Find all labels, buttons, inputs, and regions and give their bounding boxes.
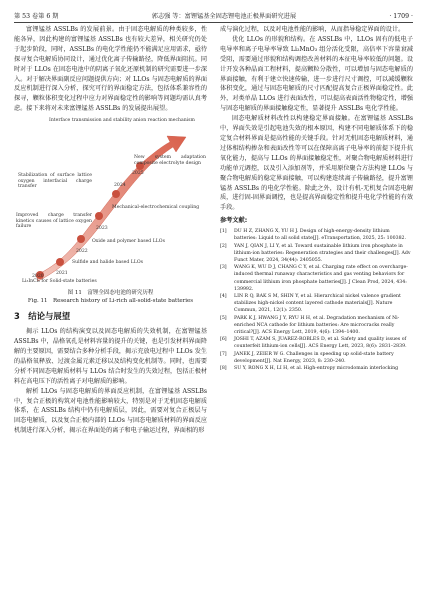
milestone-label: Sulfide and halide based LLOs xyxy=(72,260,143,266)
reference-number: [2] xyxy=(220,243,227,249)
reference-item xyxy=(220,243,413,265)
reference-number: [7] xyxy=(220,351,227,357)
milestone-year: 2024 xyxy=(114,183,126,189)
milestone-dot xyxy=(77,235,85,243)
header-page-number: · 1709 · xyxy=(389,13,413,20)
body-paragraph: 优化 LLOs 的形貌和结构。在 ASSLBs 中，LLOs 固有的低电子电导率和离子电导率导致 Li₂MnO₃ 组分活化受限，高倍率下容量衰减受阻，需要通过形貌和结构调控改善材料的本征电导率较低的问题。设计开发各种晶面工程材料，提高颗粒分散性，可以增加与固态电解质的界面接触，有利于建立快速传输，进一步进行尺寸调控，可以减缓颗粒体积变化，通过与固态电解质的尺寸匹配提高复合正极界面稳定性。此外，对类单晶 LLOs 进行表面改性，可以提高表面活性物稳定性，增强与固态电解质的界面接触稳定性，显著提升 ASSLBs 电化学性能。 xyxy=(220,35,413,113)
reference-text: SU Y, RONG X H, LI H, et al. High-entropy microdomain interlocking xyxy=(234,365,399,371)
reference-text: JOSHI T, AZAM S, JUAREZ-ROBLES D, et al. Safety and quality issues of counterfeit lithium-ion cells[J]. ACS Energy Lett, 2023, 8(6): 2831–2839. xyxy=(234,337,407,350)
reference-item xyxy=(220,365,413,372)
reference-number: [1] xyxy=(220,229,227,235)
reference-number: [4] xyxy=(220,293,227,299)
header-volume: 第 53 卷第 6 期 xyxy=(14,13,59,20)
milestone-dot xyxy=(56,258,64,266)
milestone-label: Stabilization of surface lattice oxygen interfacial charge transfer xyxy=(18,173,92,190)
header-title: 郭志强 等：富锂锰基全固态锂电池正极界面研究进展 xyxy=(151,13,297,20)
reference-item xyxy=(220,293,413,315)
figure-caption xyxy=(14,289,207,305)
reference-text: PARK K J, HWANG J Y, RYU H H, et al. Degradation mechanism of Ni-enriched NCA cathode for lithium batteries: Are microcracks really critical?[J]. ACS Energy Lett, 2019, 4(6): 1394–1400. xyxy=(234,315,400,335)
milestone-label: New system adaptation composite electrolyte design xyxy=(134,155,206,166)
reference-item xyxy=(220,264,413,293)
reference-item xyxy=(220,336,413,350)
right-column xyxy=(220,25,413,372)
milestone-dot xyxy=(112,190,120,198)
body-paragraph: 富锂锰基 ASSLBs 的发展前景。由于固态电解质的种类较多，性能各异，因此构建的富锂锰基 ASSLBs 也有较大差异，相关研究仍处于起步阶段，同时，ASSLBs 的电化学性能仍不能满足应用需求，亟待探寻复合电解质协同设计，通过优化离子传输路径，降低界面阻抗。同时对于 LLOs 在固态电池中的阴离子氧化还原机制的研究需要进一步深入。对于解决界面副反应问题提供方向；对 LLOs 与固态电解质的界面反应机制进行深入分析，探究可行的界面稳定方法，包括体系兼容性的探寻，颗粒体积变化过程中应力对界面稳定性的影响等问题均需认真考虑。接下来将对未来富锂锰基 ASSLBs 的发展提出展望。 xyxy=(14,26,207,113)
reference-number: [6] xyxy=(220,337,227,343)
reference-item xyxy=(220,228,413,242)
running-header xyxy=(14,8,413,23)
research-history-figure xyxy=(14,117,207,287)
body-paragraph: 成与演化过程，以及对电池性能的影响，从而指导稳定界面的设计。 xyxy=(220,26,405,33)
milestone-label: Improved charge transfer kinetics causes of lattice oxygen failure xyxy=(16,213,92,230)
section-heading: 3 结论与展望 xyxy=(14,311,71,322)
reference-item xyxy=(220,351,413,365)
milestone-label: Li₃InCl₆ for Solid-state batteries xyxy=(22,279,97,285)
milestone-year: 2020 xyxy=(32,274,44,280)
reference-number: [3] xyxy=(220,265,227,271)
reference-item xyxy=(220,315,413,337)
milestone-year: 2025 xyxy=(132,171,144,177)
reference-text: WANG K, WU D J, CHANG C Y, et al. Charging rate effect on overcharge-induced thermal runaway characteristics and gas venting behaviors for commercial lithium iron phosphate batteries[J]. J Clean Prod, 2024, 434: 139992. xyxy=(234,265,408,292)
reference-text: YAN J, QIAN J, LI Y, et al. Toward sustainable lithium iron phosphate in lithium-ion batteries: Regeneration strategies and their challenges[J]. Adv Funct Mater, 2024, 34(44): 2405055. xyxy=(234,243,411,263)
reference-text: LIN R Q, BAK S M, SHIN Y, et al. Hierarchical nickel valence gradient stabilizes high-nickel content layered cathode materials[J]. Nature Commun, 2021, 12(1): 2350. xyxy=(234,293,401,314)
body-paragraph: 揭示 LLOs 的结构演变以及固态电解质的失效机制，在富锂锰基 ASSLBs 中，晶格氧孔是材料容量的提升的关键，也是引发材料界面降解的主要原因，需要结合多种分析手段，揭示充放电过程中 LLOs 发生的晶格氧释放、过渡金属元素迁移以及结构变化机制等。同时，也需要分析不同固态电解质材料与 LLOs 结合时发生的失效过程，包括正极材料在高电压下的活性离子对电解质的影响。 xyxy=(14,328,207,385)
reference-text: JANEK J, ZEIER W G. Challenges in speeding up solid-state battery development[J]. Nat Energy, 2023, 8: 230–240. xyxy=(234,351,394,364)
reference-text: DU H Z, ZHANG X, YU H J. Design of high-energy-density lithium batteries: Liquid to all solid state[J]. eTransportation, 2025, 25: 100382. xyxy=(234,229,407,242)
milestone-year: 2021 xyxy=(56,271,68,277)
milestone-label: Oxide and polymer based LLOs xyxy=(92,239,165,245)
left-column xyxy=(14,25,207,436)
body-paragraph: 固态电解质材料改性以构建稳定界面接触。在富锂锰基 ASSLBs 中，界面失效是引起电池失效的根本原因，构建不同电解质体系下的稳定复合材料界面是提高性能的关键手段。针对无机固态电解质材料，通过体相结构掺杂和表面改性等可以在保障高离子电导率的前提下提升抗氧化能力，提高与 LLOs 的界面接触稳定性，对聚合物电解质材料进行功能单元调控，以及引入添加剂等，并采用原位聚合方法构建 LLOs 与聚合物电解质的稳定界面接触，可以构建连续离子传输路径，提升富锂锰基 ASSLBs 的电化学性能。除此之外，设计有机-无机复合固态电解质，进行固-固界面调控，也是提高界面稳定性和提升电化学性能的有效手段。 xyxy=(220,115,413,212)
reference-number: [5] xyxy=(220,315,227,321)
milestone-label: Mechanical-electrochemical coupling xyxy=(112,205,200,211)
reference-list xyxy=(220,228,413,372)
body-paragraph: 解析 LLOs 与固态电解质的界面反应机制，在富锂锰基 ASSLBs 中，复合正极的构筑对电池性能影响较大，特别是对于无机固态电解质体系，在 ASSLBs 结构中仍有电解质层，因此，需要对复合正极层与固态电解质，以及复合正极内部的 LLOs 与固态电解质材料的界面反应机制进行深入分析，揭示在界面处的离子和电子输运过程，界面相的形 xyxy=(14,387,207,435)
figure-caption-en: Fig. 11 Research history of Li-rich all-solid-state batteries xyxy=(27,298,194,305)
figure-caption-cn: 图 11 富锂全固态电池的研究历程 xyxy=(67,290,154,297)
milestone-label: Interface transmission and stability anion reaction mechanism xyxy=(49,118,195,124)
references-heading: 参考文献: xyxy=(220,217,248,225)
milestone-dot xyxy=(95,212,103,220)
milestone-year: 2023 xyxy=(96,226,108,232)
reference-number: [8] xyxy=(220,365,227,371)
milestone-year: 2022 xyxy=(76,249,88,255)
